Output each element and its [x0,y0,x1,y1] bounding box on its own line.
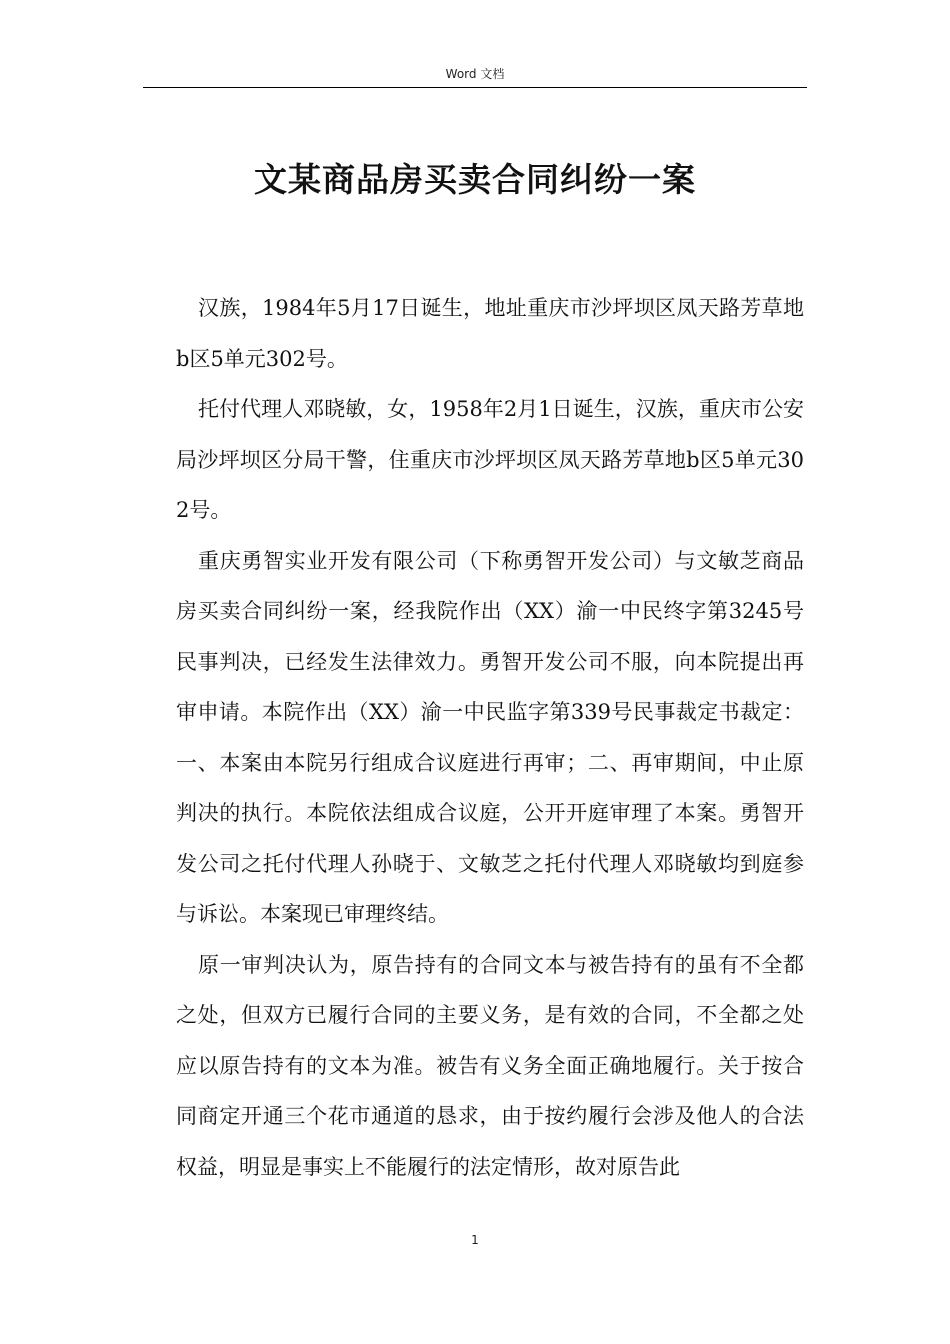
paragraph: 重庆勇智实业开发有限公司（下称勇智开发公司）与文敏芝商品房买卖合同纠纷一案，经我院作出（XX）渝一中民终字第3245号民事判决，已经发生法律效力。勇智开发公司不服，向本院提出再审申请。本院作出（XX）渝一中民监字第339号民事裁定书裁定：一、本案由本院另行组成合议庭进行再审；二、再审期间，中止原判决的执行。本院依法组成合议庭，公开开庭审理了本案。勇智开发公司之托付代理人孙晓于、文敏芝之托付代理人邓晓敏均到庭参与诉讼。本案现已审理终结。 [176,548,804,926]
page-header: Word 文档 [445,67,505,81]
paragraph: 托付代理人邓晓敏，女，1958年2月1日诞生，汉族，重庆市公安局沙坪坝区分局干警，住重庆市沙坪坝区凤天路芳草地b区5单元302号。 [176,397,804,522]
paragraph: 汉族，1984年5月17日诞生，地址重庆市沙坪坝区凤天路芳草地b区5单元302号。 [176,296,804,371]
document-title: 文某商品房买卖合同纠纷一案 [254,160,696,199]
header-divider [143,87,807,88]
paragraph: 原一审判决认为，原告持有的合同文本与被告持有的虽有不全都之处，但双方已履行合同的主要义务，是有效的合同，不全都之处应以原告持有的文本为准。被告有义务全面正确地履行。关于按合同商定开通三个花市通道的恳求，由于按约履行会涉及他人的合法权益，明显是事实上不能履行的法定情形，故对原告此 [176,952,804,1179]
document-body [176,283,804,1192]
page-number: 1 [471,1233,479,1247]
